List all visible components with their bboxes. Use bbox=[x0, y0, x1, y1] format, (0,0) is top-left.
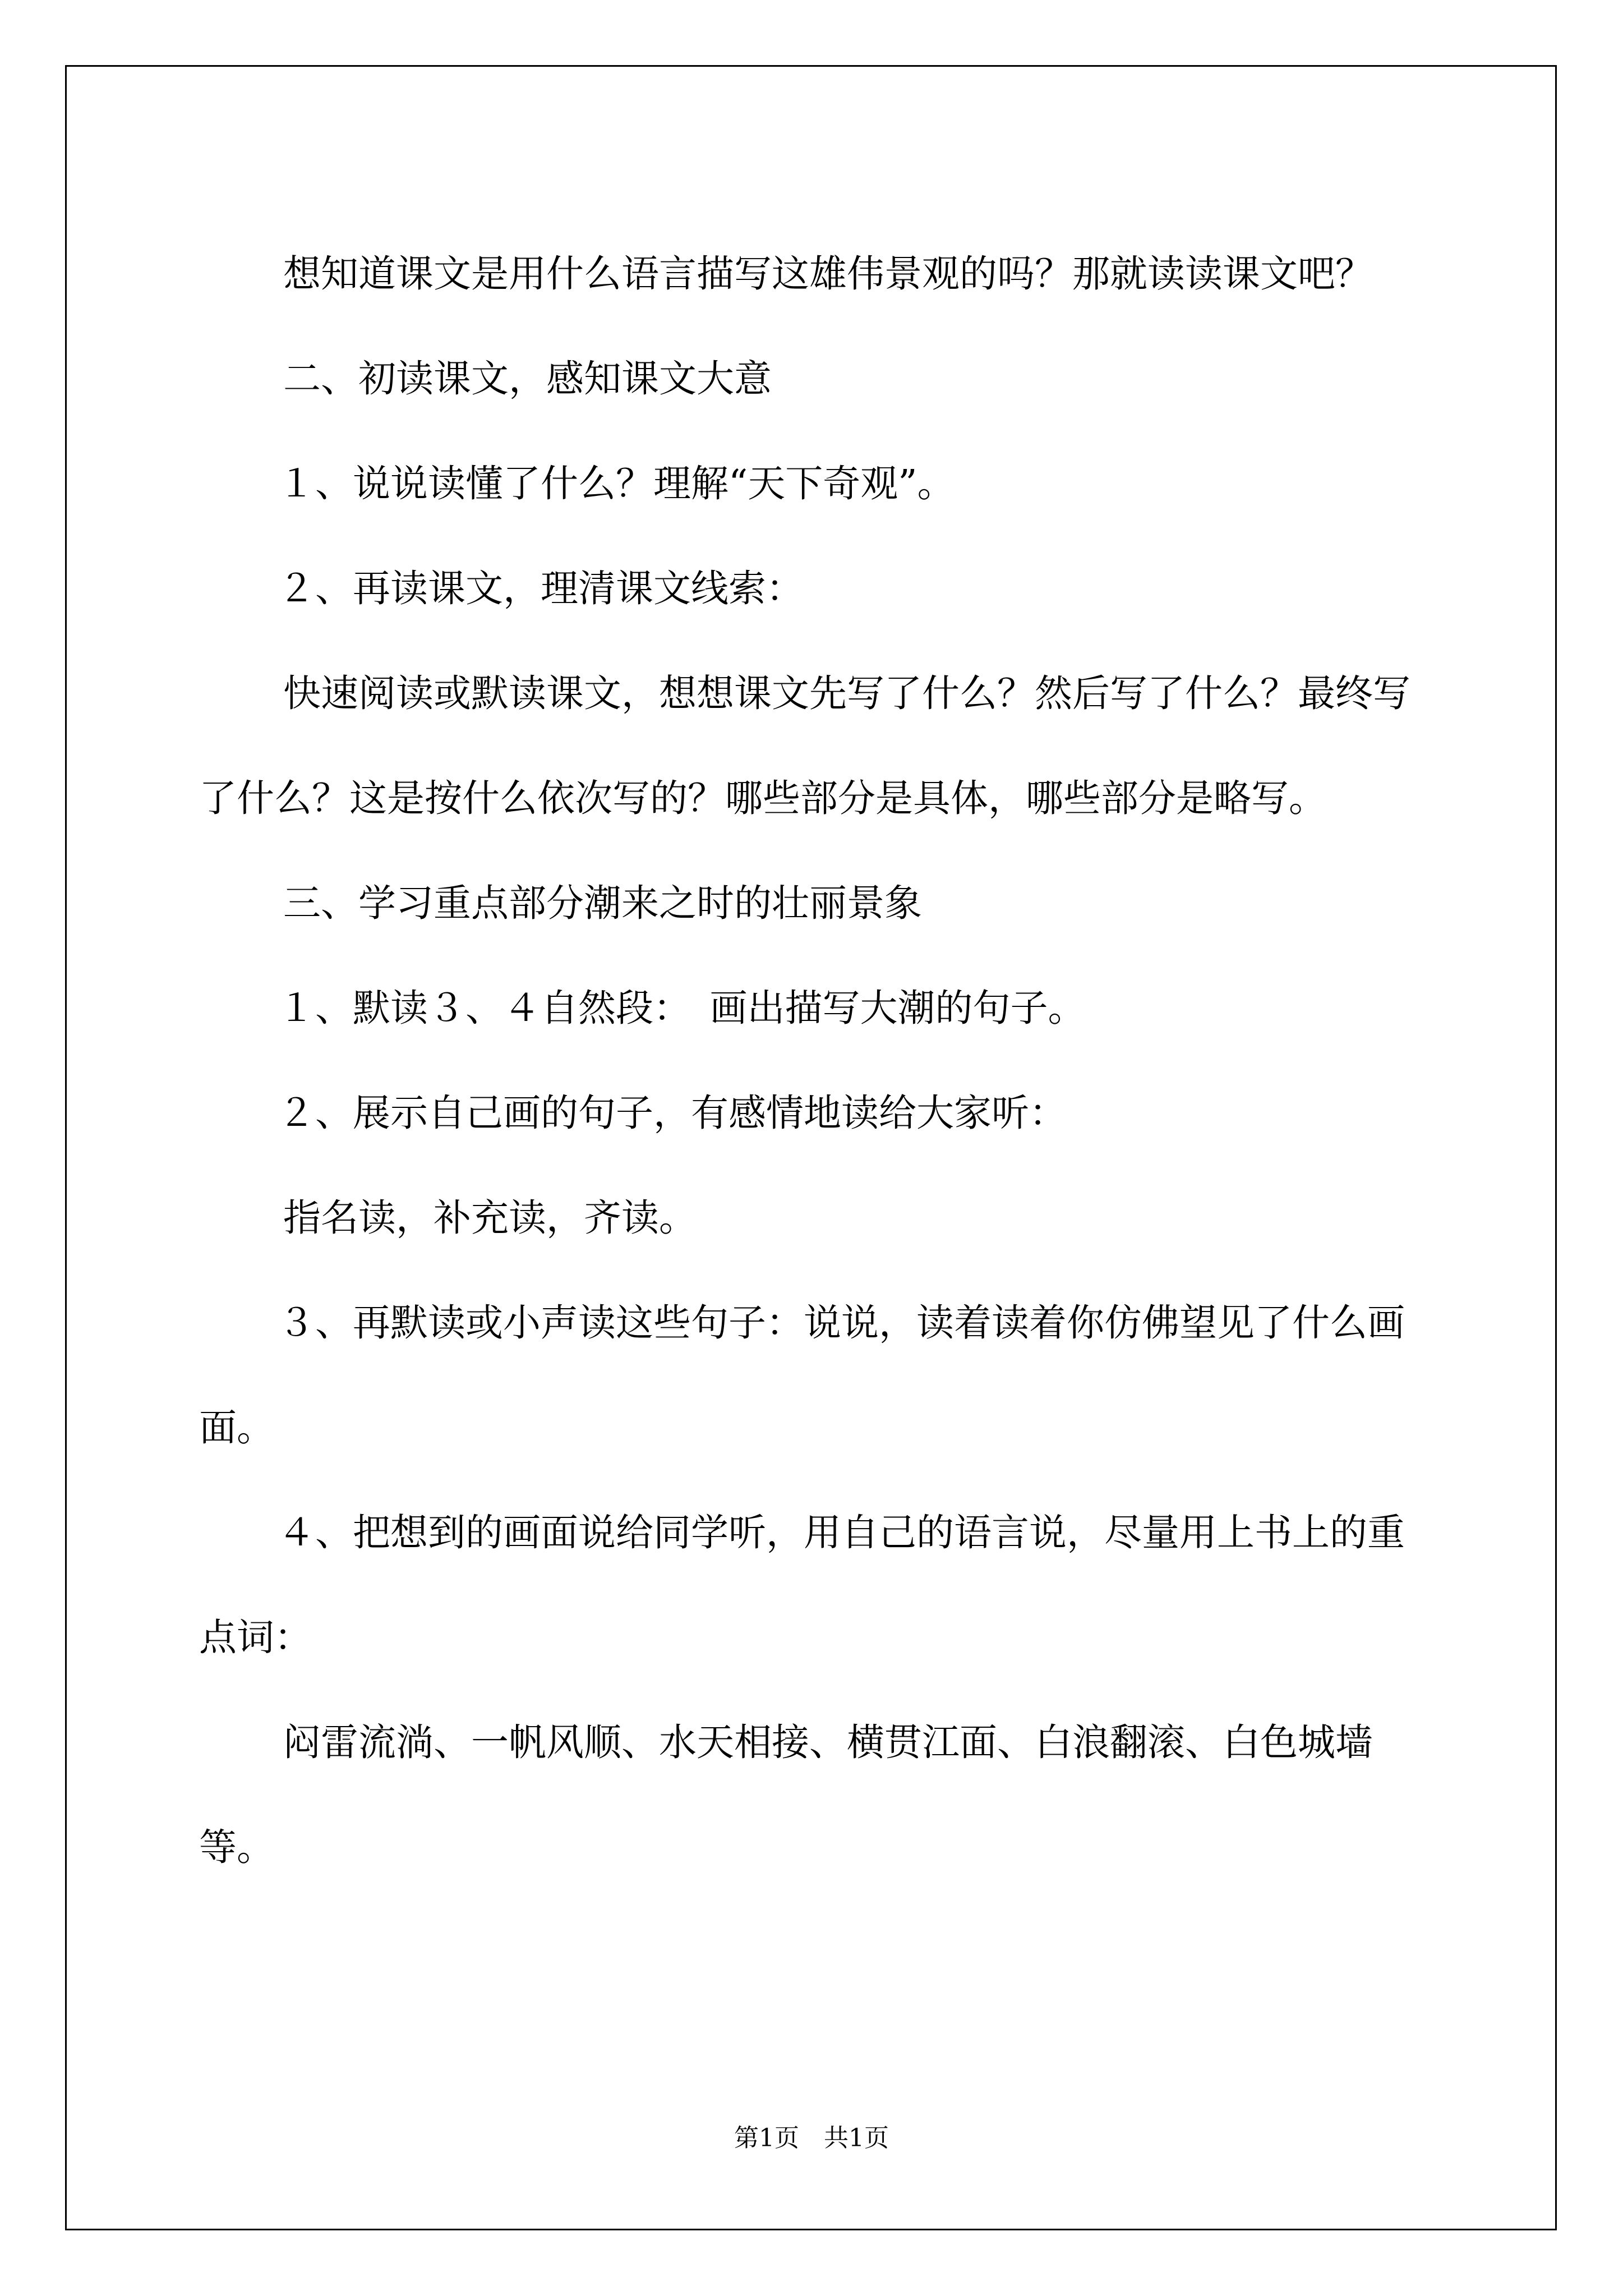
list-item-3-2: ２、展示自己画的句子，有感情地读给大家听： bbox=[278, 1091, 1067, 1135]
paragraph-key-words: 闷雷流淌、一帆风顺、水天相接、横贯江面、白浪翻滚、白色城墙等。 bbox=[199, 1720, 1373, 1869]
list-item-2-2: ２、再读课文，理清课文线索： bbox=[278, 567, 804, 610]
paragraph-reading-modes: 指名读，补充读，齐读。 bbox=[283, 1196, 697, 1240]
list-item-3-3: ３、再默读或小声读这些句子：说说，读着读着你仿佛望见了什么画面。 bbox=[199, 1301, 1405, 1450]
section-heading-3: 三、学习重点部分潮来之时的壮丽景象 bbox=[283, 881, 922, 925]
list-item-3-1: １、默读３、４自然段： 画出描写大潮的句子。 bbox=[278, 986, 1086, 1030]
list-item-2-1: １、说说读懂了什么？理解“天下奇观”。 bbox=[278, 462, 955, 505]
document-body bbox=[199, 222, 1433, 1900]
paragraph-intro: 想知道课文是用什么语言描写这雄伟景观的吗？那就读读课文吧？ bbox=[283, 252, 1373, 296]
list-item-3-4: ４、把想到的画面说给同学听，用自己的语言说，尽量用上书上的重点词： bbox=[199, 1511, 1405, 1659]
section-heading-2: 二、初读课文，感知课文大意 bbox=[283, 357, 772, 401]
page-number-footer: 第1页 共1页 bbox=[734, 2124, 889, 2152]
paragraph-reading-task: 快速阅读或默读课文，想想课文先写了什么？然后写了什么？最终写了什么？这是按什么依次写的？哪些部分是具体，哪些部分是略写。 bbox=[199, 671, 1410, 820]
